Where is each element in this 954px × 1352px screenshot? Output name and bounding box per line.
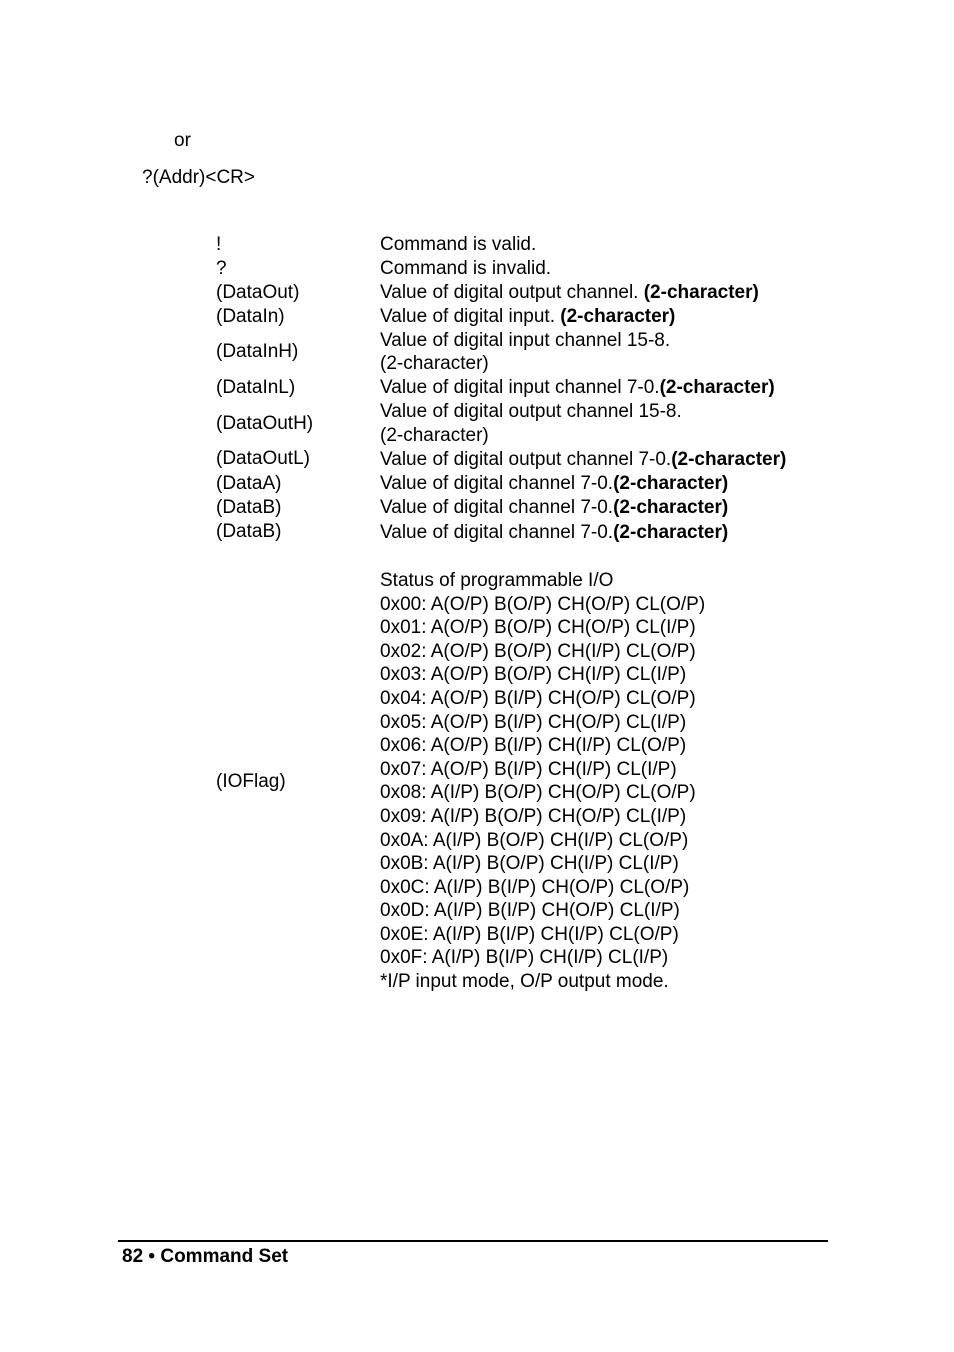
term-dataoutl: (DataOutL) xyxy=(216,448,310,469)
desc-dataouth-2: (2-character) xyxy=(380,425,489,446)
desc-dataoutl: Value of digital output channel 7-0.(2-character) xyxy=(380,449,787,470)
page-footer xyxy=(122,1246,288,1268)
ioflag-line: 0x03: A(O/P) B(O/P) CH(I/P) CL(I/P) xyxy=(380,664,687,685)
term-datain: (DataIn) xyxy=(216,306,285,327)
term-dataa: (DataA) xyxy=(216,473,282,494)
ioflag-line: 0x0E: A(I/P) B(I/P) CH(I/P) CL(O/P) xyxy=(380,924,679,945)
or-text: or xyxy=(174,130,191,151)
term-datainh: (DataInH) xyxy=(216,341,299,362)
term-ioflag: (IOFlag) xyxy=(216,771,286,792)
footer-rule xyxy=(118,1240,828,1242)
desc-datainh-2: (2-character) xyxy=(380,353,489,374)
desc-invalid: Command is invalid. xyxy=(380,258,552,279)
term-dataouth: (DataOutH) xyxy=(216,413,314,434)
ioflag-line: 0x06: A(O/P) B(I/P) CH(I/P) CL(O/P) xyxy=(380,735,687,756)
term-invalid: ? xyxy=(216,258,227,279)
ioflag-line: 0x0D: A(I/P) B(I/P) CH(O/P) CL(I/P) xyxy=(380,900,680,921)
ioflag-line: 0x09: A(I/P) B(O/P) CH(O/P) CL(I/P) xyxy=(380,806,687,827)
desc-dataa: Value of digital channel 7-0.(2-character) xyxy=(380,473,729,494)
ioflag-line: Status of programmable I/O xyxy=(380,570,614,591)
ioflag-line: *I/P input mode, O/P output mode. xyxy=(380,971,669,992)
ioflag-line: 0x00: A(O/P) B(O/P) CH(O/P) CL(O/P) xyxy=(380,594,706,615)
command-syntax: ?(Addr)<CR> xyxy=(142,167,255,188)
ioflag-line: 0x05: A(O/P) B(I/P) CH(O/P) CL(I/P) xyxy=(380,712,687,733)
page-number: 82 xyxy=(122,1246,144,1267)
ioflag-line: 0x0F: A(I/P) B(I/P) CH(I/P) CL(I/P) xyxy=(380,947,669,968)
term-valid: ! xyxy=(216,234,222,255)
ioflag-line: 0x0C: A(I/P) B(I/P) CH(O/P) CL(O/P) xyxy=(380,877,690,898)
desc-datain: Value of digital input. (2-character) xyxy=(380,306,676,327)
ioflag-line: 0x0B: A(I/P) B(O/P) CH(I/P) CL(I/P) xyxy=(380,853,679,874)
term-dataout: (DataOut) xyxy=(216,282,300,303)
desc-datainh: Value of digital input channel 15-8. xyxy=(380,330,671,351)
ioflag-line: 0x01: A(O/P) B(O/P) CH(O/P) CL(I/P) xyxy=(380,617,696,638)
ioflag-line: 0x02: A(O/P) B(O/P) CH(I/P) CL(O/P) xyxy=(380,641,696,662)
desc-dataouth: Value of digital output channel 15-8. xyxy=(380,401,682,422)
term-datab-2: (DataB) xyxy=(216,521,282,542)
desc-datab-2: Value of digital channel 7-0.(2-character) xyxy=(380,522,729,543)
bullet-separator: • xyxy=(148,1246,156,1267)
desc-dataout: Value of digital output channel. (2-character) xyxy=(380,282,759,303)
section-title: Command Set xyxy=(160,1246,289,1267)
desc-valid: Command is valid. xyxy=(380,234,537,255)
ioflag-line: 0x08: A(I/P) B(O/P) CH(O/P) CL(O/P) xyxy=(380,782,696,803)
term-datab: (DataB) xyxy=(216,497,282,518)
desc-datainl: Value of digital input channel 7-0.(2-character) xyxy=(380,377,775,398)
term-datainl: (DataInL) xyxy=(216,377,296,398)
ioflag-line: 0x04: A(O/P) B(I/P) CH(O/P) CL(O/P) xyxy=(380,688,696,709)
desc-datab: Value of digital channel 7-0.(2-character) xyxy=(380,497,729,518)
ioflag-line: 0x0A: A(I/P) B(O/P) CH(I/P) CL(O/P) xyxy=(380,830,689,851)
ioflag-line: 0x07: A(O/P) B(I/P) CH(I/P) CL(I/P) xyxy=(380,759,677,780)
